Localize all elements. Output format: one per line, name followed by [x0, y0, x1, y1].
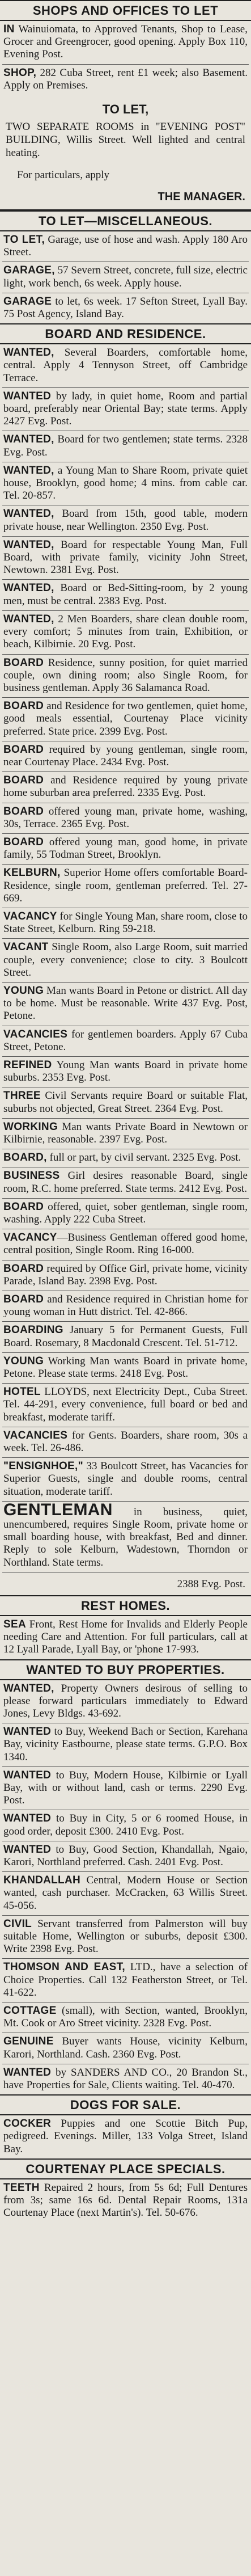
ad-list — [0, 2115, 251, 2158]
ad-text: full or part, by civil servant. 2325 Evg. Post. — [46, 1152, 241, 1164]
ad-keyword: BOARD — [3, 1293, 44, 1306]
classified-section — [0, 2158, 251, 2223]
ad-keyword: THREE — [3, 1090, 41, 1102]
ad-text: Board for two gentlemen; state terms. 2328 Evg. Post. — [3, 433, 248, 458]
classified-ad — [2, 1167, 249, 1198]
ad-keyword: REFINED — [3, 1059, 52, 1071]
ad-keyword: BOARD — [3, 743, 44, 756]
classified-ad — [2, 1260, 249, 1291]
ad-text: Several Boarders, comfortable home, central. Apply 4 Tennyson Street, off Cambridge Terrace. — [3, 347, 248, 384]
classified-ad — [2, 462, 249, 506]
classified-ad — [2, 1501, 249, 1572]
classified-ad — [2, 865, 249, 908]
ad-reference: 2388 Evg. Post. — [177, 1578, 245, 1590]
ad-keyword: VACANCIES — [3, 1429, 68, 1441]
ad-text: and Residence for two gentlemen, quiet home, good meals essential, Courtenay Place vicinity preferred. State price. 2399 Evg. Post. — [3, 700, 248, 737]
ad-text: to let, 6s week. 17 Sefton Street, Lyall Bay. 75 Post Agency, Island Bay. — [3, 295, 248, 321]
classified-ad — [2, 1841, 249, 1872]
classified-ad — [2, 537, 249, 580]
classified-ad — [2, 1427, 249, 1458]
ad-keyword: GENTLEMAN — [3, 1500, 113, 1519]
ad-text: in business, quiet, unencumbered, requires Single Room, private home or small boarding house, with breakfast, Bed and dinner. Reply to sole Kelburn, Wadestown, Thorndon or Northland. State terms. — [3, 1506, 248, 1569]
classified-ad — [2, 1353, 249, 1384]
ad-keyword: SHOP, — [3, 66, 37, 79]
ad-keyword: KELBURN, — [3, 867, 61, 879]
section-heading: SHOPS AND OFFICES TO LET — [0, 0, 251, 21]
ad-keyword: "ENSIGNHOE," — [3, 1460, 83, 1473]
ad-text: required by young gentleman, single room, near Courtenay Place. 2434 Evg. Post. — [3, 743, 248, 768]
ad-text: by lady, in quiet home, Room and partial board, preferably near Oriental Bay; state terms. Apply 2427 Evg. Post. — [3, 390, 248, 428]
ad-text: for Single Young Man, share room, close to State Street, Kelburn. Ring 59-218. — [3, 910, 248, 935]
section-heading: BOARD AND RESIDENCE. — [0, 323, 251, 344]
section-heading: WANTED TO BUY PROPERTIES. — [0, 1659, 251, 1680]
classified-ad — [2, 1149, 249, 1167]
classified-ad — [2, 262, 249, 293]
classified-ad — [2, 939, 249, 983]
ad-keyword: WANTED, — [3, 464, 54, 477]
classified-ad — [2, 698, 249, 741]
ad-keyword: GENUINE — [3, 2035, 54, 2048]
ad-text: to Buy, Good Section, Khandallah, Ngaio, Karori, Northland preferred. Cash. 2401 Evg. Post. — [3, 1843, 248, 1868]
ad-keyword: WANTED, — [3, 347, 54, 359]
ad-keyword: BOARD — [3, 836, 44, 848]
ad-text: Garage, use of hose and wash. Apply 180 Aro Street. — [3, 234, 248, 259]
ad-keyword: HOTEL — [3, 1386, 41, 1398]
classified-ad — [2, 505, 249, 536]
classified-ad — [2, 1810, 249, 1841]
ad-list — [0, 1680, 251, 2095]
classified-ad — [2, 21, 249, 65]
classified-ad — [2, 431, 249, 462]
ad-list — [0, 344, 251, 1501]
ad-text: to Buy, Modern House, Kilbirnie or Lyall Bay, with or without land, cash or terms. 2290 Evg. Post. — [3, 1769, 248, 1807]
ad-text: 33 Boulcott Street, has Vacancies for Superior Guests, single and double rooms, central situation, moderate tariff. — [3, 1460, 248, 1498]
classified-ad — [2, 1199, 249, 1229]
classified-ad — [2, 1384, 249, 1427]
ad-text: 2 Men Boarders, share clean double room, every comfort; 5 minutes from train, Exhibition, or beach, Kilbirnie. 20 Evg. Post. — [3, 613, 248, 651]
classified-ad — [2, 1119, 249, 1149]
ad-list — [0, 231, 251, 323]
ad-text: Superior Home offers comfortable Board-Residence, single room, gentleman preferred. Tel. 27-669. — [3, 867, 248, 904]
classified-ad — [2, 293, 249, 323]
ad-text: Property Owners desirous of selling to please forward particulars immediately to Edward Jones, Levy Bldgs. 43-692. — [3, 1682, 248, 1719]
ad-list — [0, 1616, 251, 1659]
ad-text: Single Room, also Large Room, suit married couple, every convenience; close to city. 3 Boulcott Street. — [3, 941, 248, 979]
ad-text: 57 Severn Street, concrete, full size, electric light, work bench, 6s week. Apply house. — [3, 264, 248, 289]
ad-text: Board or Bed-Sitting-room, by 2 young men, must be central. 2383 Evg. Post. — [3, 582, 248, 607]
ad-keyword: BOARD — [3, 700, 44, 712]
classified-ad — [2, 741, 249, 772]
classified-section — [0, 2094, 251, 2158]
classified-section — [0, 323, 251, 1501]
ad-keyword: VACANCIES — [3, 1028, 68, 1040]
ad-keyword: COCKER — [3, 2118, 52, 2130]
display-title: TO LET, — [102, 102, 149, 117]
classified-ad — [2, 1229, 249, 1260]
classified-ad — [2, 1087, 249, 1118]
ad-keyword: VACANCY — [3, 1232, 57, 1244]
display-signature: THE MANAGER. — [158, 191, 245, 204]
ad-keyword: COTTAGE — [3, 2004, 57, 2017]
ad-text: Working Man wants Board in private home, Petone. Please state terms. 2418 Evg. Post. — [3, 1355, 248, 1380]
ad-text: Central, Modern House or Section wanted, cash purchaser. McCracken, 63 Willis Street. 45-056. — [3, 1874, 248, 1912]
classified-ad — [2, 2002, 249, 2033]
ad-keyword: WANTED, — [3, 508, 54, 520]
ad-text: Young Man wants Board in private home suburbs. 2353 Evg. Post. — [3, 1059, 248, 1084]
classified-ad — [2, 655, 249, 698]
ad-keyword: VACANCY — [3, 910, 57, 922]
ad-keyword: GARAGE, — [3, 264, 55, 277]
ad-text: for gentlemen boarders. Apply 67 Cuba Street, Petone. — [3, 1028, 248, 1053]
ad-text: Board for respectable Young Man, Full Board, with private family, vicinity John Street, Newtown. 2381 Evg. Post. — [3, 538, 248, 576]
ad-text: and Residence required by young private home suburban area preferred. 2335 Evg. Post. — [3, 774, 248, 799]
ad-keyword: WANTED, — [3, 1682, 54, 1694]
classified-ad — [2, 1959, 249, 2002]
classified-section — [0, 0, 251, 95]
classified-ad — [2, 2179, 249, 2223]
ad-text: 282 Cuba Street, rent £1 week; also Basement. Apply on Premises. — [3, 66, 248, 91]
classified-ad — [2, 1916, 249, 1959]
section-heading: REST HOMES. — [0, 1595, 251, 1616]
ad-text: Residence, sunny position, for quiet married couple, own dining room; also Single Room, for business gentleman. Apply 36 Salamanca Road. — [3, 656, 248, 694]
classified-ad — [2, 1026, 249, 1057]
display-body: TWO SEPARATE ROOMS in "EVENING POST" BUILDING, Willis Street. Well lighted and central heating. — [6, 121, 245, 159]
classified-ad — [2, 983, 249, 1026]
display-particulars: For particulars, apply — [17, 169, 110, 182]
ad-keyword: BOARD — [3, 805, 44, 817]
classified-ad — [2, 2033, 249, 2064]
ad-keyword: WANTED — [3, 1843, 52, 1856]
ad-list — [0, 21, 251, 95]
ad-text: LLOYDS, next Electricity Dept., Cuba Street. Tel. 44-291, every convenience, full board or bed and breakfast, moderate tariff. — [3, 1386, 248, 1423]
ad-text: required by Office Girl, private home, vicinity Parade, Island Bay. 2398 Evg. Post. — [3, 1262, 248, 1287]
ad-keyword: TO LET, — [3, 234, 45, 246]
classified-ad — [2, 834, 249, 865]
classified-ad — [2, 65, 249, 95]
ad-keyword: CIVIL — [3, 1917, 32, 1930]
classified-ad — [2, 1723, 249, 1767]
classified-ad — [2, 1057, 249, 1087]
classified-section — [0, 210, 251, 323]
ad-text: Board from 15th, good table, modern private house, near Wellington. 2350 Evg. Post. — [3, 508, 248, 533]
classified-ad — [2, 908, 249, 939]
ad-text: offered young man, private home, washing, 30s, Terrace. 2365 Evg. Post. — [3, 805, 248, 830]
ad-text: Civil Servants require Board or suitable Flat, suburbs not objected, Great Street. 2364 Evg. Post. — [3, 1090, 248, 1115]
ad-text: Girl desires reasonable Board, single room, R.C. home preferred. State terms. 2412 Evg. Post. — [3, 1170, 248, 1195]
ad-text: to Buy in City, 5 or 6 roomed House, in good order, deposit £300. 2410 Evg. Post. — [3, 1812, 248, 1837]
ad-keyword: WANTED, — [3, 433, 54, 446]
ad-keyword: YOUNG — [3, 1355, 44, 1367]
ad-keyword: WANTED — [3, 2066, 52, 2078]
classified-ad — [2, 772, 249, 803]
classified-ad — [2, 1872, 249, 1916]
ad-text: LTD., have a selection of Choice Properties. Call 132 Featherston Street, or Tel. 41-622. — [3, 1961, 248, 1999]
classified-ad — [2, 1767, 249, 1811]
classified-ad — [2, 344, 249, 388]
classified-ad — [2, 1322, 249, 1352]
ad-text: Repaired 2 hours, from 5s 6d; Full Dentures from 3s; same 16s 6d. Dental Repair Rooms, 131a Courtenay Place (next Martin's). Tel. 50-676. — [3, 2181, 248, 2219]
ad-text: a Young Man to Share Room, private quiet house, Brooklyn, good home; 4 mins. from cable car. Tel. 20-857. — [3, 464, 248, 502]
classified-ad — [2, 1616, 249, 1659]
ad-text: January 5 for Permanent Guests, Full Board. Rosemary, 8 Macdonald Crescent. Tel. 51-712. — [3, 1324, 248, 1349]
ad-keyword: WANTED, — [3, 582, 54, 595]
ad-keyword: SEA — [3, 1618, 26, 1630]
ad-keyword: BOARD — [3, 1262, 44, 1275]
classified-ad — [2, 388, 249, 432]
ad-keyword: WANTED, — [3, 538, 54, 551]
ad-keyword: YOUNG — [3, 984, 44, 997]
classified-ad — [2, 803, 249, 834]
classified-ad — [2, 231, 249, 262]
classified-section — [0, 1659, 251, 2095]
ad-keyword: WANTED — [3, 1726, 52, 1738]
section-heading: TO LET—MISCELLANEOUS. — [0, 210, 251, 231]
section-heading: COURTENAY PLACE SPECIALS. — [0, 2158, 251, 2179]
ad-text: Man wants Private Board in Newtown or Kilbirnie, reasonable. 2397 Evg. Post. — [3, 1120, 248, 1145]
ad-text: offered, quiet, sober gentleman, single room, washing. Apply 222 Cuba Street. — [3, 1200, 248, 1226]
ad-text: Puppies and one Scottie Bitch Pup, pedigreed. Evenings. Miller, 133 Volga Street, Island Bay. — [3, 2118, 248, 2155]
ad-text: by SANDERS AND CO., 20 Brandon St., have Properties for Sale, Clients waiting. Tel. 40-470. — [3, 2066, 248, 2091]
display-ad-to-let — [0, 95, 251, 210]
ad-keyword: GARAGE — [3, 295, 52, 307]
section-heading: DOGS FOR SALE. — [0, 2094, 251, 2115]
ad-keyword: WANTED — [3, 390, 52, 402]
ad-text: Front, Rest Home for Invalids and Elderly People needing Care and Attention. For full particulars, call at 12 Lyall Parade, Lyall Bay, or 'phone 17-993. — [3, 1618, 248, 1656]
classified-ad — [2, 1680, 249, 1724]
ad-keyword: WANTED — [3, 1812, 52, 1825]
ad-keyword: THOMSON AND EAST, — [3, 1961, 126, 1974]
classified-ad — [2, 611, 249, 655]
ad-keyword: TEETH — [3, 2181, 40, 2194]
ad-text: Servant transferred from Palmerston will buy suitable Home, Wellington or suburbs, deposit £300. Write 2398 Evg. Post. — [3, 1917, 248, 1955]
ad-keyword: WORKING — [3, 1120, 58, 1133]
ad-keyword: WANTED — [3, 1769, 52, 1781]
classified-ad — [2, 2064, 249, 2094]
ad-text: for Gents. Boarders, share room, 30s a week. Tel. 26-486. — [3, 1429, 248, 1454]
ad-keyword: BOARD — [3, 774, 44, 787]
ad-keyword: VACANT — [3, 941, 49, 954]
classified-ad — [2, 1291, 249, 1322]
classified-ad — [2, 580, 249, 610]
ad-keyword: BUSINESS — [3, 1170, 60, 1182]
ad-keyword: BOARD — [3, 656, 44, 669]
ad-keyword: BOARD, — [3, 1152, 47, 1164]
ad-text: and Residence required in Christian home for young woman in Hutt district. Tel. 42-866. — [3, 1293, 248, 1318]
ad-text: —Business Gentleman offered good home, central position, Single Room. Ring 16-000. — [3, 1232, 248, 1257]
ad-text: (small), with Section, wanted, Brooklyn, Mt. Cook or Aro Street vicinity. 2328 Evg. Post. — [3, 2004, 248, 2030]
classified-section — [0, 1595, 251, 1659]
ad-list — [0, 2179, 251, 2223]
ad-keyword: BOARDING — [3, 1324, 63, 1337]
ad-text: Man wants Board in Petone or district. All day to be home. Must be reasonable. Write 437 Evg. Post, Petone. — [3, 984, 248, 1022]
classified-ad — [2, 1458, 249, 1501]
ad-text: Wainuiomata, to Approved Tenants, Shop to Lease, Grocer and Greengrocer, good opening. Apply Box 110, Evening Post. — [3, 23, 248, 61]
classified-ad — [2, 2115, 249, 2158]
ad-text: to Buy, Weekend Bach or Section, Karehana Bay, vicinity Eastbourne, please state terms. G.P.O. Box 1340. — [3, 1726, 248, 1763]
ad-keyword: KHANDALLAH — [3, 1874, 80, 1887]
ad-text: offered young man, good home, in private family, 55 Todman Street, Brooklyn. — [3, 836, 248, 861]
ad-keyword: IN — [3, 23, 15, 35]
ad-text: Buyer wants House, vicinity Kelburn, Karori, Northland. Cash. 2360 Evg. Post. — [3, 2035, 248, 2060]
ad-keyword: WANTED, — [3, 613, 54, 625]
ad-keyword: BOARD — [3, 1200, 44, 1213]
gentleman-ad-block — [0, 1501, 251, 1595]
